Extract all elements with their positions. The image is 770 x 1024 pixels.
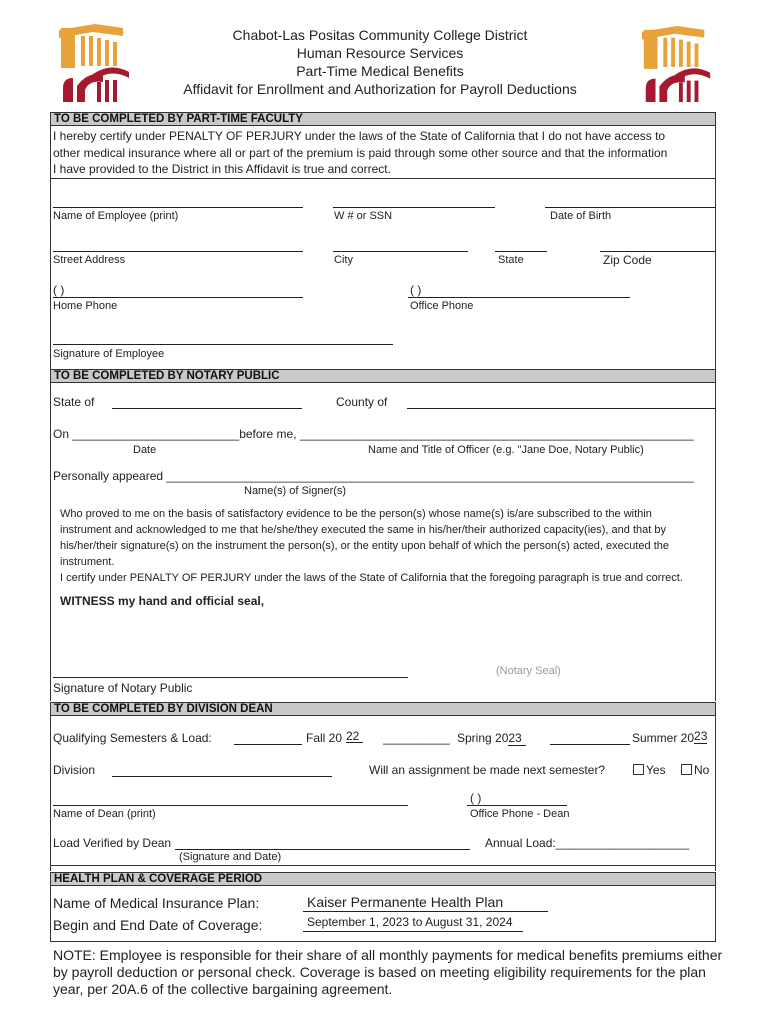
division-label: Division (53, 763, 96, 777)
w-number-field[interactable] (333, 207, 495, 208)
insurance-plan-field (303, 911, 548, 912)
no-option[interactable]: No (681, 764, 709, 776)
summer-label: Summer 2023 (632, 729, 708, 745)
dean-name-field[interactable] (53, 805, 408, 806)
notary-paragraph-5: I certify under PENALTY OF PERJURY under the laws of the State of California that the foregoing paragraph is true and correct. (60, 572, 683, 584)
document-header (140, 26, 620, 98)
college-logo-right (636, 24, 716, 104)
notary-county-field[interactable] (407, 408, 715, 409)
spring-label: Spring 2023 (457, 732, 526, 744)
faculty-section-header: TO BE COMPLETED BY PART-TIME FACULTY (50, 112, 716, 126)
office-phone-label: Office Phone (410, 300, 474, 312)
district-name: Chabot-Las Positas Community College District (232, 27, 528, 43)
load-verified-label: Load Verified by Dean (53, 836, 172, 850)
note-line-2: by payroll deduction or personal check. Coverage is based on meeting eligibility requirements for the plan (53, 964, 706, 980)
summer-year-value[interactable]: 23 (694, 729, 708, 743)
dean-phone-field[interactable] (467, 805, 567, 806)
spring-year-value[interactable]: 23 (508, 731, 525, 746)
division-field[interactable] (112, 776, 332, 777)
college-logo-icon (642, 26, 710, 102)
city-field[interactable] (333, 251, 468, 252)
notary-section-header: TO BE COMPLETED BY NOTARY PUBLIC (50, 369, 716, 383)
signature-date-label: (Signature and Date) (179, 851, 282, 863)
yes-checkbox[interactable] (633, 764, 644, 775)
signers-label: Name(s) of Signer(s) (244, 485, 347, 497)
notary-signature-label: Signature of Notary Public (53, 681, 193, 695)
spring-load-blank[interactable]: __________ (383, 731, 450, 745)
assignment-question: Will an assignment be made next semester? (369, 763, 606, 777)
note-line-3: year, per 20A.6 of the collective bargaining agreement. (53, 981, 393, 997)
notary-date-officer-line[interactable]: On _________________________before me, ___________________________________________________________ (53, 427, 694, 441)
dean-phone-label: Office Phone - Dean (470, 808, 570, 820)
zip-code-field[interactable] (600, 251, 715, 252)
home-phone-label: Home Phone (53, 300, 118, 312)
department-name: Human Resource Services (296, 45, 464, 61)
dean-section-header: TO BE COMPLETED BY DIVISION DEAN (50, 702, 716, 716)
notary-seal-label: (Notary Seal) (496, 665, 561, 677)
zip-code-label: Zip Code (603, 253, 652, 267)
coverage-dates-label: Begin and End Date of Coverage: (53, 917, 263, 933)
date-of-birth-field[interactable] (545, 207, 715, 208)
street-address-label: Street Address (53, 254, 126, 266)
eligibility-note (53, 947, 722, 998)
coverage-dates-field (303, 931, 523, 932)
employee-name-label: Name of Employee (print) (53, 210, 179, 222)
notary-paragraph-1: Who proved to me on the basis of satisfactory evidence to be the person(s) whose name(s) is/are subscribed to the within (60, 508, 652, 520)
note-line-1: NOTE: Employee is responsible for their share of all monthly payments for medical benefits premiums either (53, 947, 723, 963)
dean-phone-area: ( ) (470, 791, 482, 805)
fall-year-value[interactable]: 22 (346, 730, 363, 743)
qualifying-semesters-label: Qualifying Semesters & Load: (53, 731, 212, 745)
city-label: City (334, 254, 353, 266)
employee-name-field[interactable] (53, 207, 303, 208)
health-plan-section-header: HEALTH PLAN & COVERAGE PERIOD (50, 872, 716, 886)
street-address-field[interactable] (53, 251, 303, 252)
employee-signature-field[interactable] (53, 344, 393, 345)
notary-paragraph-2: instrument and acknowledged to me that he/she/they executed the same in his/her/their authorized capacity(ies), and that by (60, 524, 666, 536)
yes-option[interactable]: Yes (633, 764, 666, 776)
state-label: State (498, 254, 524, 266)
dean-name-label: Name of Dean (print) (53, 808, 156, 820)
form-title: Affidavit for Enrollment and Authorization for Payroll Deductions (183, 81, 577, 97)
certify-text-1: I hereby certify under PENALTY OF PERJURY under the laws of the State of California that I do not have access to (53, 129, 666, 143)
county-of-label: County of (336, 395, 388, 409)
fall-load-field[interactable] (234, 744, 302, 745)
form-subject: Part-Time Medical Benefits (296, 63, 464, 79)
notary-signature-field[interactable] (53, 677, 408, 678)
certify-text-3: I have provided to the District in this Affidavit is true and correct. (53, 162, 391, 176)
insurance-plan-value[interactable]: Kaiser Permanente Health Plan (307, 894, 504, 910)
annual-load-field[interactable]: Annual Load:____________________ (485, 836, 690, 850)
officer-name-label: Name and Title of Officer (e.g. "Jane Doe, Notary Public) (368, 444, 644, 456)
coverage-dates-value[interactable]: September 1, 2023 to August 31, 2024 (307, 915, 513, 929)
notary-date-label: Date (133, 444, 157, 456)
college-logo-icon (59, 24, 129, 102)
office-phone-field[interactable] (408, 297, 630, 298)
state-field[interactable] (495, 251, 547, 252)
notary-state-field[interactable] (112, 408, 302, 409)
date-of-birth-label: Date of Birth (550, 210, 612, 222)
personally-appeared-line[interactable]: Personally appeared _______________________________________________________________________________ (53, 469, 694, 483)
dean-verification-signature-field[interactable] (175, 849, 470, 850)
insurance-plan-label: Name of Medical Insurance Plan: (53, 895, 260, 911)
fall-label: Fall 20 (306, 731, 343, 745)
notary-paragraph-3: his/her/their signature(s) on the instrument the person(s), or the entity upon behalf of which the person(s) acted, executed the (60, 540, 670, 552)
no-checkbox[interactable] (681, 764, 692, 775)
employee-signature-label: Signature of Employee (53, 348, 165, 360)
state-of-label: State of (53, 395, 95, 409)
notary-paragraph-4: instrument. (60, 556, 115, 568)
certify-text-2: other medical insurance where all or part of the premium is paid through some other source and that the information (53, 146, 668, 160)
college-logo-left (53, 22, 135, 104)
office-phone-area: ( ) (410, 283, 422, 297)
home-phone-area: ( ) (53, 283, 65, 297)
home-phone-field[interactable] (53, 297, 303, 298)
summer-load-field[interactable] (550, 744, 630, 745)
w-number-label: W # or SSN (334, 210, 393, 222)
witness-text: WITNESS my hand and official seal, (60, 594, 265, 608)
